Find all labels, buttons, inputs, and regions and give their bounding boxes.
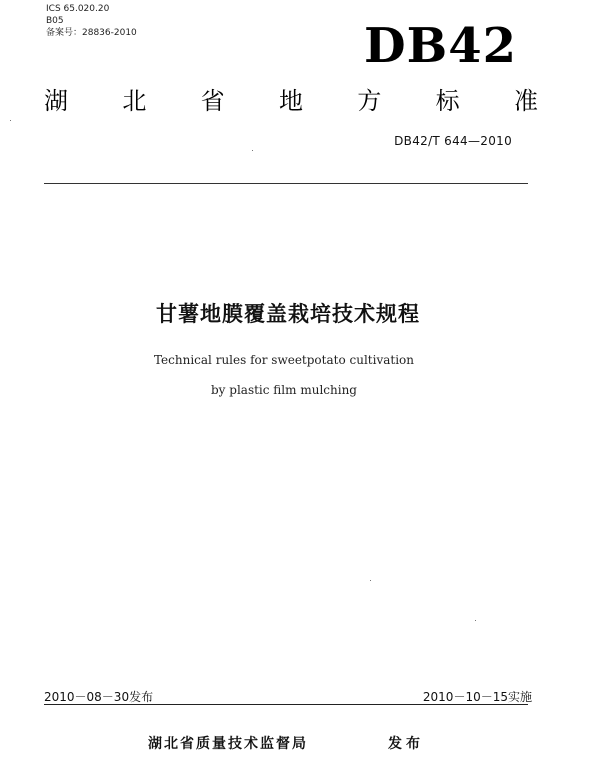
standard-type-char: 标: [435, 87, 460, 115]
publish-label: 发布: [388, 736, 424, 752]
scan-speck: [475, 620, 476, 621]
scan-speck: [252, 150, 253, 151]
publisher-name: 湖北省质量技术监督局: [148, 736, 308, 752]
standard-type-char: 省: [200, 87, 225, 115]
standard-type-char: 湖: [44, 87, 68, 115]
standard-type-char: 北: [122, 87, 147, 115]
english-title-line1: Technical rules for sweetpotato cultivation: [153, 353, 414, 367]
english-title-line2: by plastic film mulching: [211, 383, 357, 397]
standard-number: DB42/T 644—2010: [394, 134, 512, 148]
standard-type-char: 准: [513, 87, 538, 115]
standard-type-heading: [44, 86, 538, 116]
scan-speck: [370, 580, 371, 581]
ics-code: ICS 65.020.20: [46, 4, 110, 14]
scan-speck: [10, 120, 11, 121]
header-divider: [44, 183, 528, 184]
standard-type-char: 地: [278, 87, 303, 115]
issue-date: 2010－08－30发布: [44, 690, 154, 704]
standard-type-char: 方: [357, 87, 382, 115]
record-number: 备案号：28836-2010: [46, 28, 137, 38]
implementation-date: 2010－10－15实施: [422, 690, 532, 704]
chinese-title: 甘薯地膜覆盖栽培技术规程: [156, 302, 420, 326]
classification-code: B05: [46, 16, 64, 26]
footer-divider: [44, 704, 528, 705]
standard-logo: DB42: [364, 18, 517, 74]
